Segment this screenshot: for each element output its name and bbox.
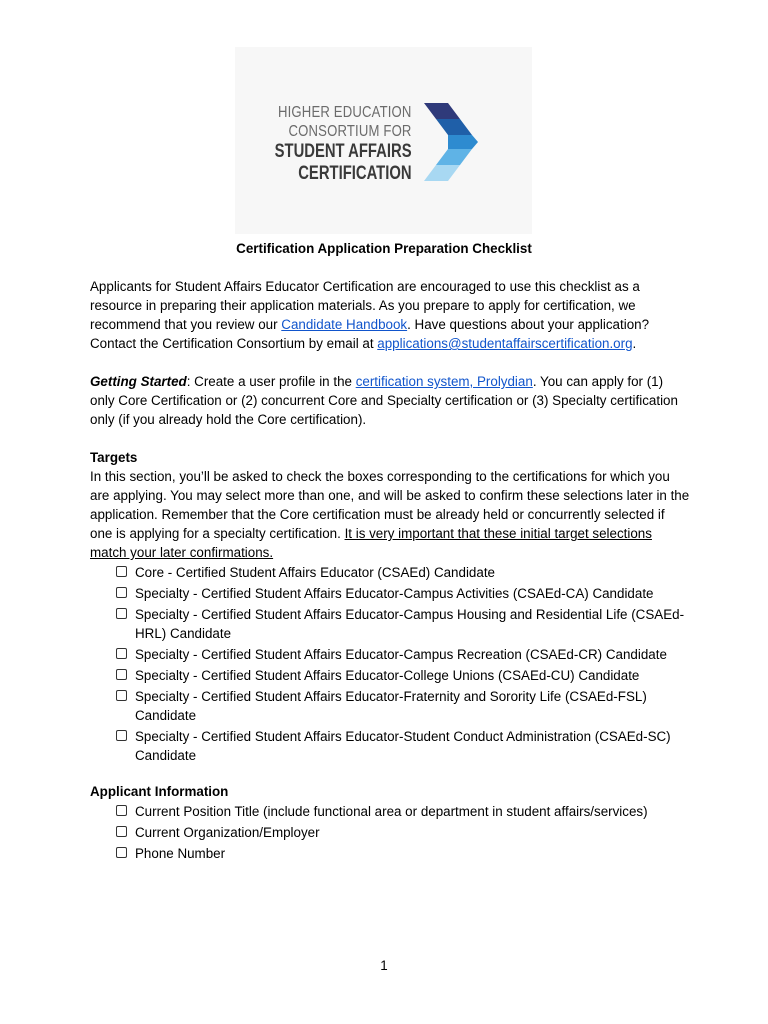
- intro-text: Applicants for Student Affairs Educator Certification are encouraged to use this checklist as a resource in preparing their application materials. As you prepare to apply for certification, we recommend that you review our: [90, 279, 640, 332]
- checklist-item-label: Phone Number: [135, 846, 226, 861]
- getting-started-paragraph: [90, 372, 690, 429]
- logo-line-2: CONSORTIUM FOR: [288, 123, 412, 140]
- checklist-item-label: Specialty - Certified Student Affairs Educator-Campus Activities (CSAEd-CA) Candidate: [135, 586, 654, 601]
- intro-text: . Have questions about your application? Contact the Certification Consortium by email at: [90, 317, 650, 351]
- document-title: Certification Application Preparation Checklist: [236, 241, 532, 256]
- checklist-item: [116, 844, 690, 863]
- logo-wordmark: [236, 103, 412, 185]
- targets-text: In this section, you’ll be asked to check the boxes corresponding to the certifications for which you are applying. You may select more than one, and will be asked to confirm these selections later in the application. Remember that the Core certification must be already held or concurrently selected if one is applying for a specialty certification.: [90, 469, 690, 541]
- checklist-item-label: Specialty - Certified Student Affairs Educator-Student Conduct Administration (CSAEd-SC) Candidate: [135, 729, 671, 763]
- targets-checklist: [90, 563, 690, 765]
- logo-line-3: STUDENT AFFAIRS: [275, 141, 412, 162]
- checklist-item-label: Specialty - Certified Student Affairs Educator-College Unions (CSAEd-CU) Candidate: [135, 668, 640, 683]
- prolydian-link[interactable]: certification system, Prolydian: [355, 374, 533, 389]
- checkbox[interactable]: [116, 730, 127, 741]
- logo-line-1: HIGHER EDUCATION: [278, 104, 412, 121]
- document-body: [90, 277, 690, 865]
- checklist-item: [116, 687, 690, 725]
- checklist-item: [116, 823, 690, 842]
- page-number: 1: [380, 958, 388, 973]
- checkbox[interactable]: [116, 608, 127, 619]
- applicant-info-heading: Applicant Information: [90, 784, 229, 799]
- checklist-item-label: Specialty - Certified Student Affairs Educator-Fraternity and Sorority Life (CSAEd-FSL) Candidate: [135, 689, 647, 723]
- applications-email-link[interactable]: applications@studentaffairscertification.org: [377, 336, 633, 351]
- checkbox[interactable]: [116, 669, 127, 680]
- checklist-item: [116, 802, 690, 821]
- getting-started-label: Getting Started: [90, 374, 187, 389]
- targets-emphasis: It is very important that these initial target selections match your later confirmations.: [90, 526, 652, 560]
- getting-started-text: . You can apply for (1) only Core Certification or (2) concurrent Core and Specialty certification or (3) Specialty certification only (if you already hold the Core certification).: [90, 374, 678, 427]
- consortium-logo: [235, 47, 532, 234]
- checkbox[interactable]: [116, 847, 127, 858]
- checklist-item-label: Current Organization/Employer: [135, 825, 320, 840]
- checkbox[interactable]: [116, 566, 127, 577]
- intro-text: .: [632, 336, 637, 351]
- checklist-item-label: Specialty - Certified Student Affairs Educator-Campus Housing and Residential Life (CSAEd-HRL) Candidate: [135, 607, 685, 641]
- checklist-item-label: Core - Certified Student Affairs Educator (CSAEd) Candidate: [135, 565, 495, 580]
- checkbox[interactable]: [116, 826, 127, 837]
- checklist-item: [116, 605, 690, 643]
- getting-started-text: : Create a user profile in the: [186, 374, 356, 389]
- checklist-item: [116, 584, 690, 603]
- checkbox[interactable]: [116, 587, 127, 598]
- targets-heading: Targets: [90, 450, 138, 465]
- checklist-item-label: Specialty - Certified Student Affairs Educator-Campus Recreation (CSAEd-CR) Candidate: [135, 647, 667, 662]
- checklist-item: [116, 645, 690, 664]
- checklist-item-label: Current Position Title (include functional area or department in student affairs/services): [135, 804, 648, 819]
- applicant-checklist: [90, 802, 690, 863]
- checklist-item: [116, 666, 690, 685]
- chevron-logo-icon: [424, 103, 480, 181]
- logo-line-4: CERTIFICATION: [298, 163, 412, 184]
- checkbox[interactable]: [116, 805, 127, 816]
- checklist-item: [116, 563, 690, 582]
- checkbox[interactable]: [116, 648, 127, 659]
- targets-paragraph: [90, 467, 690, 562]
- intro-paragraph: [90, 277, 690, 353]
- checklist-item: [116, 727, 690, 765]
- checkbox[interactable]: [116, 690, 127, 701]
- candidate-handbook-link[interactable]: Candidate Handbook: [281, 317, 408, 332]
